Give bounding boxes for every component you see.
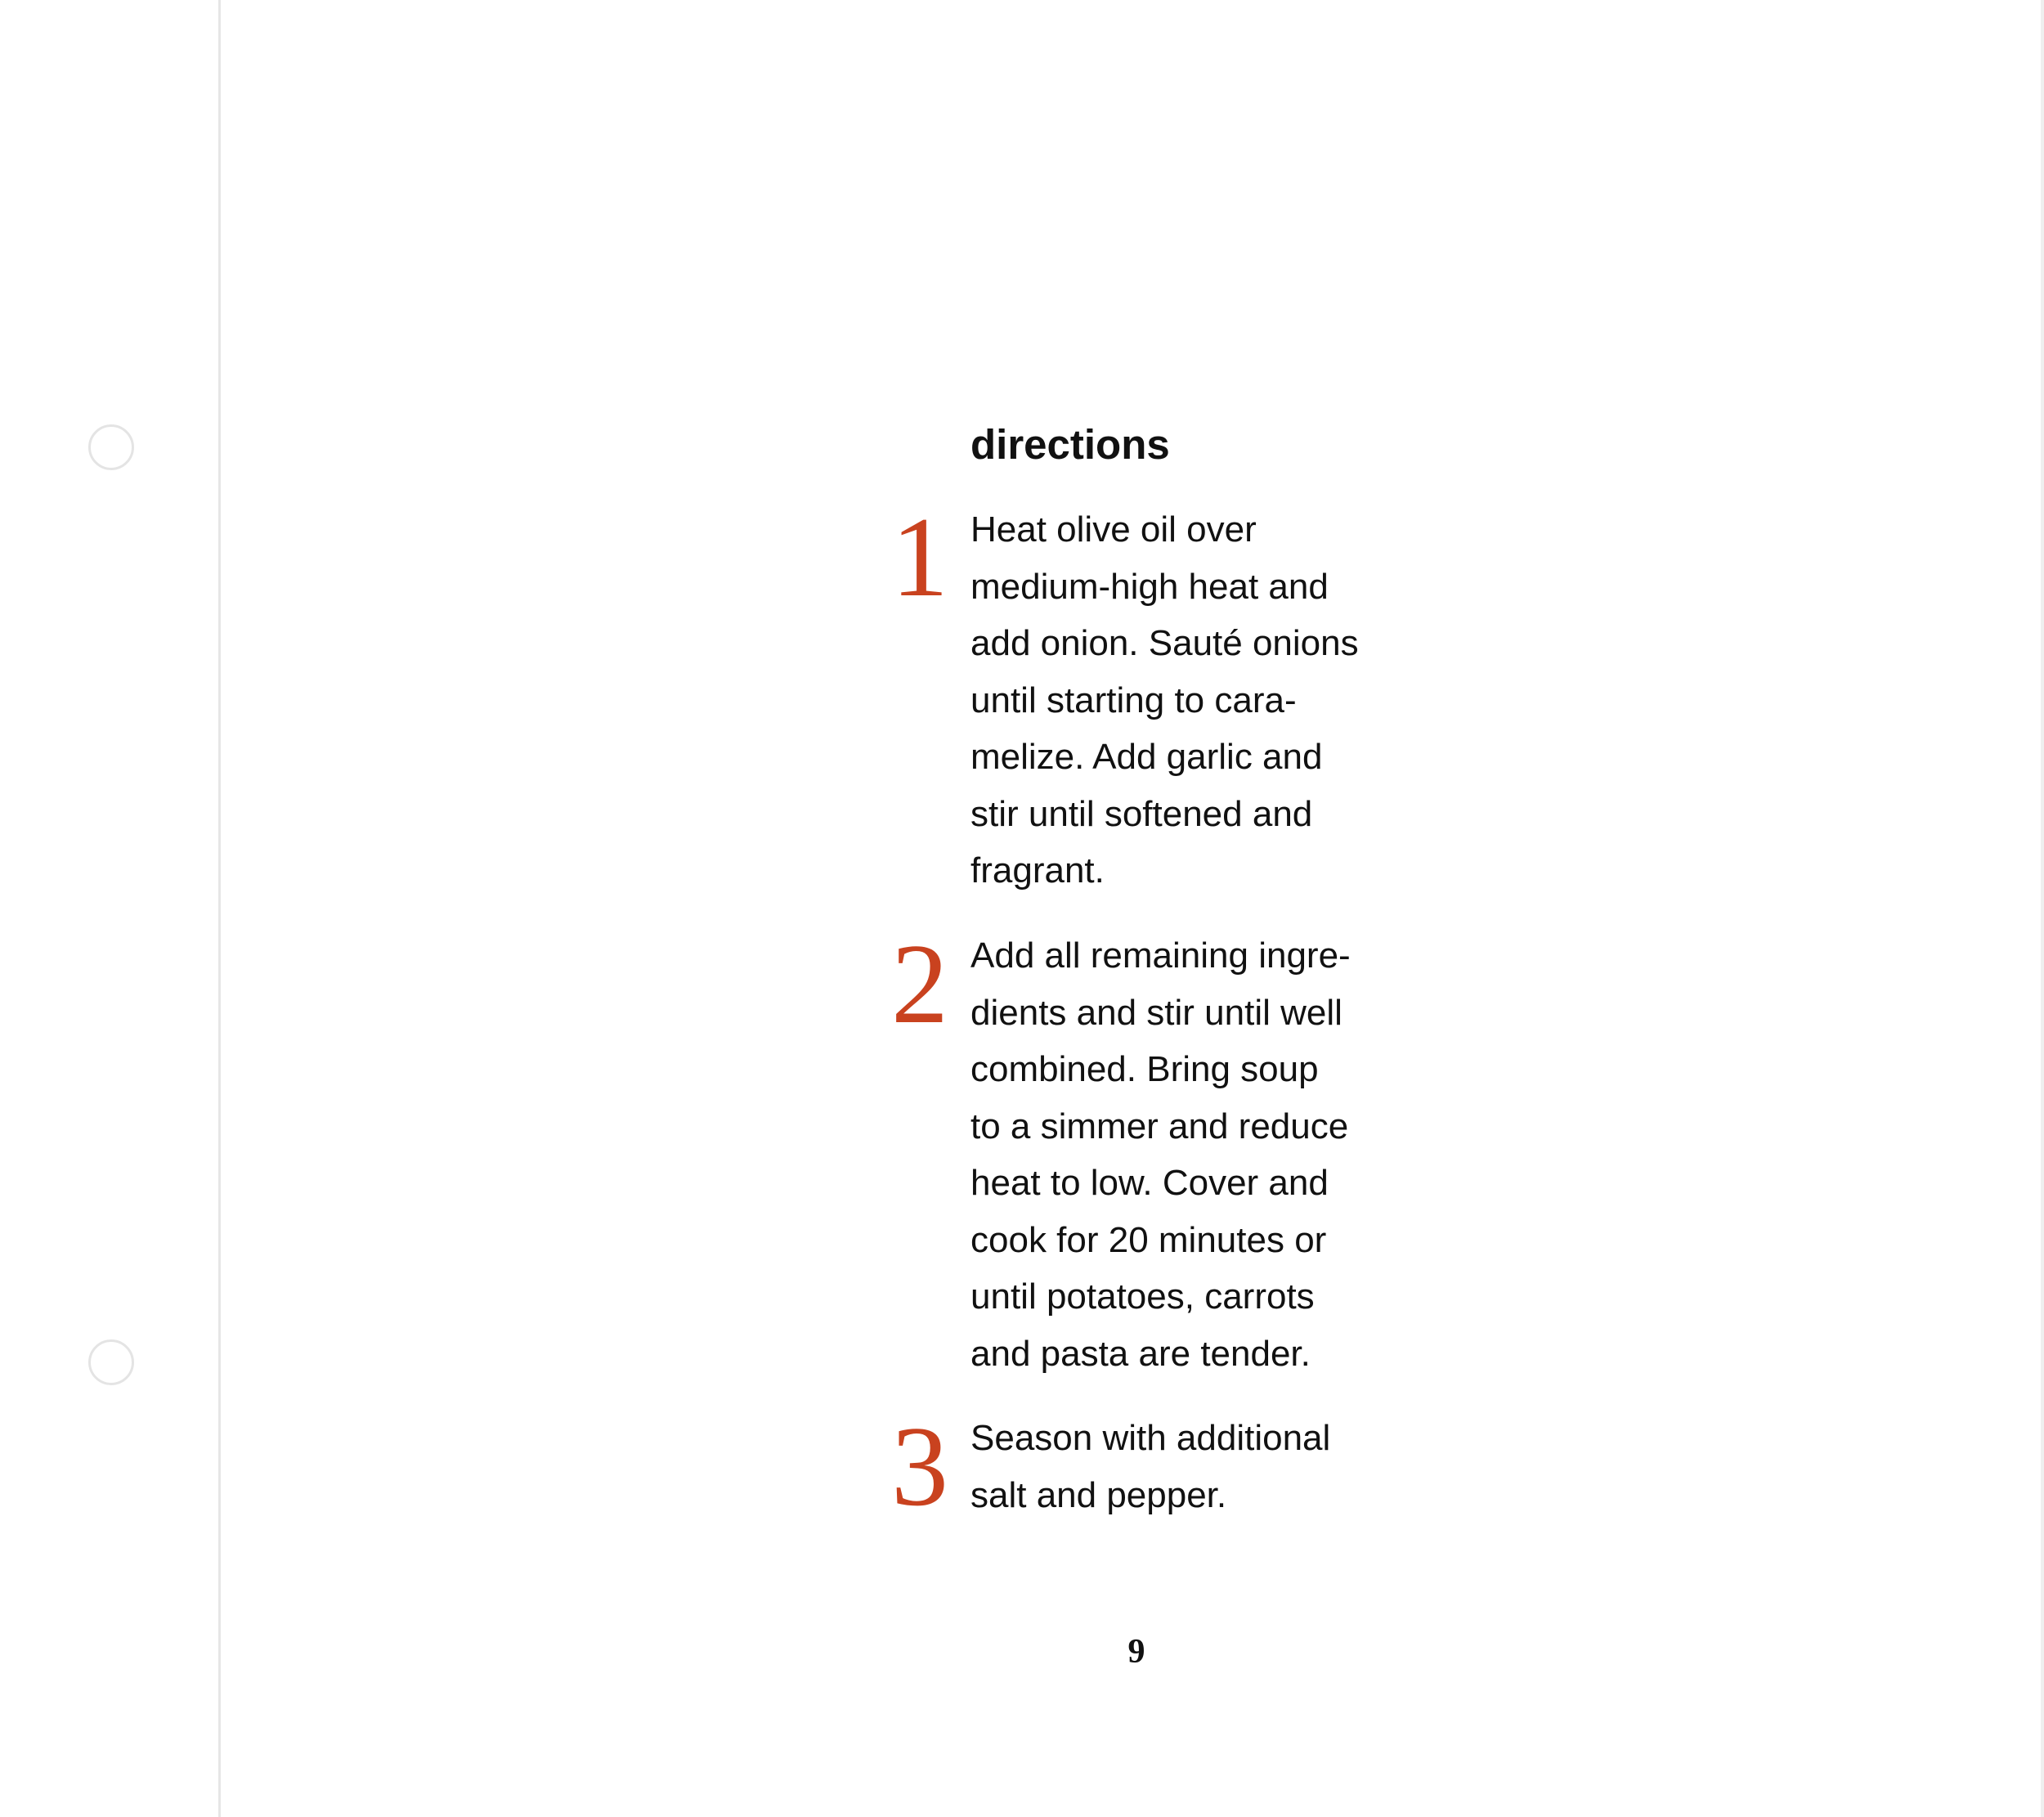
binder-margin [0,0,221,1817]
page-edge [2041,0,2044,1817]
step-text: Season with additional salt and pepper. [970,1418,1331,1515]
step-text: Add all remaining ingre- dients and stir until well combined. Bring soup to a simmer and reduce heat to low. Cover and cook for 20 minutes or until potatoes, carrots and pasta are tender. [970,935,1351,1374]
binder-hole-icon [88,424,134,470]
page-number: 9 [1127,1633,1145,1671]
directions-heading: directions [970,421,1170,468]
step-text: Heat olive oil over medium-high heat and add onion. Sauté onions until starting to cara- melize. Add garlic and stir until softened and fragrant. [970,509,1359,891]
step-number: 3 [891,1403,948,1530]
binder-hole-icon [88,1339,134,1385]
step-number: 2 [891,921,948,1048]
step-number: 1 [891,494,948,621]
